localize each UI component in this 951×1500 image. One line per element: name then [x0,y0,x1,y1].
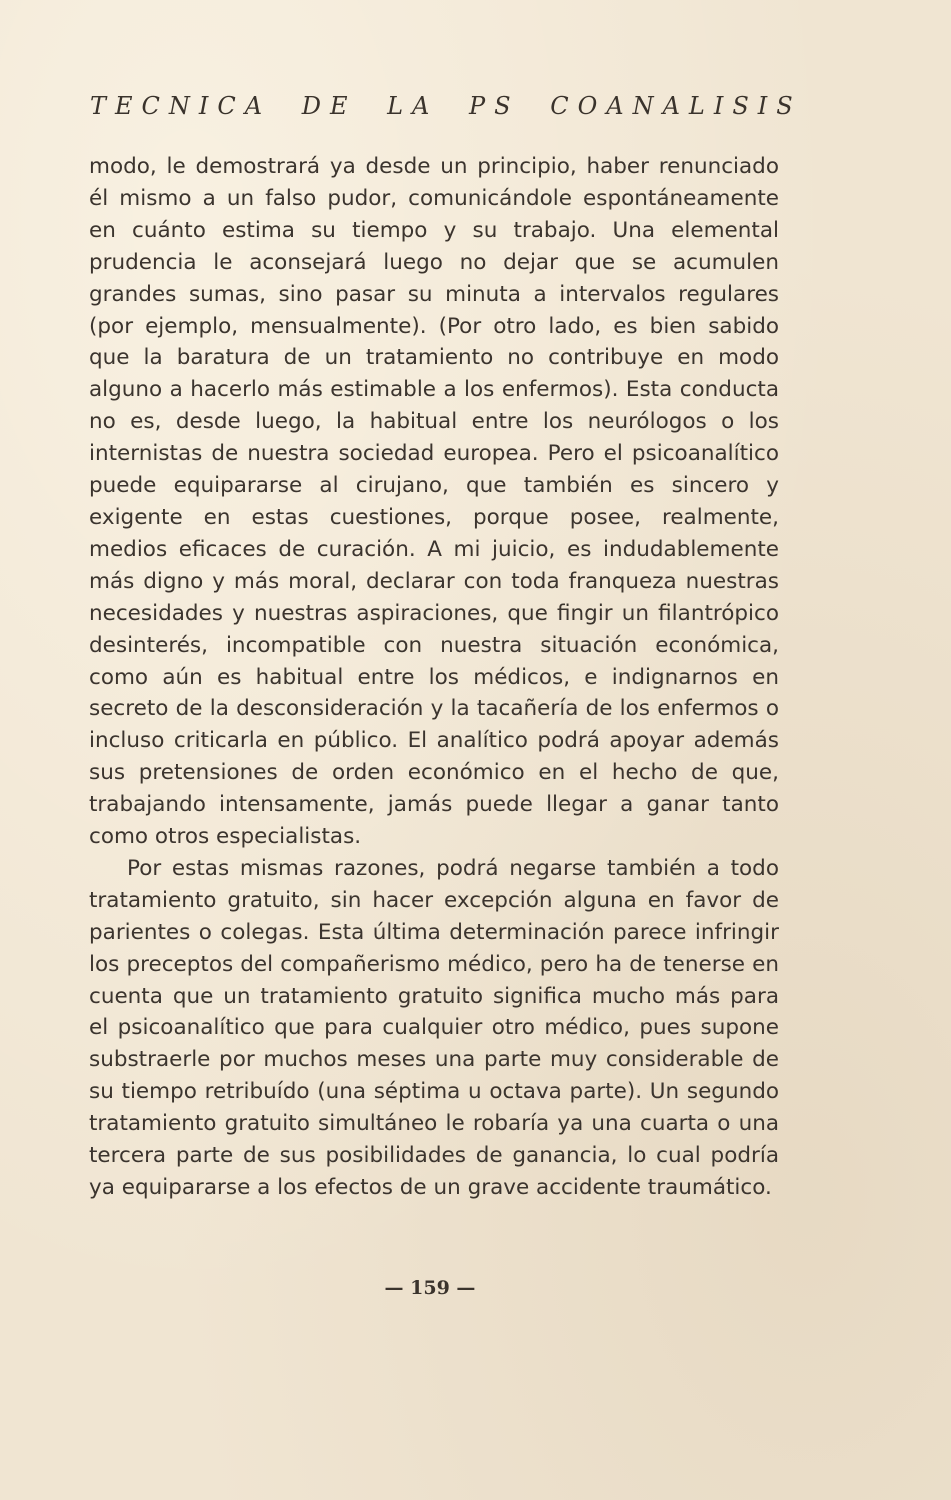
page-number: — 159 — [384,1277,476,1299]
body-text [89,151,779,1204]
running-head: TECNICA DE LA PS COANALISIS [90,92,802,120]
paragraph-1: modo, le demostrará ya desde un principio, haber renunciado él mismo a un falso pudor, comunicándole espontáneamente en cuánto estima su tiempo y su trabajo. Una elemental prudencia le aconsejará luego no dejar que se acumulen grandes sumas, sino pasar su minuta a intervalos regulares (por ejemplo, mensualmente). (Por otro lado, es bien sabido que la baratura de un tratamiento no contribuye en modo alguno a hacerlo más estimable a los enfermos). Esta conducta no es, desde luego, la habitual entre los neurólogos o los internistas de nuestra sociedad europea. Pero el psicoanalítico puede equipararse al cirujano, que también es sincero y exigente en estas cuestiones, porque posee, realmente, medios eficaces de curación. A mi juicio, es indudablemente más digno y más moral, declarar con toda franqueza nuestras necesidades y nuestras aspiraciones, que fingir un filantrópico desinterés, incompatible con nuestra situación económica, como aún es habitual entre los médicos, e indignarnos en secreto de la desconsideración y la tacañería de los enfermos o incluso criticarla en público. El analítico podrá apoyar además sus pretensiones de orden económico en el hecho de que, trabajando intensamente, jamás puede llegar a ganar tanto como otros especialistas. [89,154,779,850]
paragraph-2: Por estas mismas razones, podrá negarse también a todo tratamiento gratuito, sin hacer excepción alguna en favor de parientes o colegas. Esta última determinación parece infringir los preceptos del compañerismo médico, pero ha de tenerse en cuenta que un tratamiento gratuito significa mucho más para el psicoanalítico que para cualquier otro médico, pues supone substraerle por muchos meses una parte muy considerable de su tiempo retribuído (una séptima u octava parte). Un segundo tratamiento gratuito simultáneo le robaría ya una cuarta o una tercera parte de sus posibilidades de ganancia, lo cual podría ya equipararse a los efectos de un grave accidente traumático. [89,855,779,1200]
